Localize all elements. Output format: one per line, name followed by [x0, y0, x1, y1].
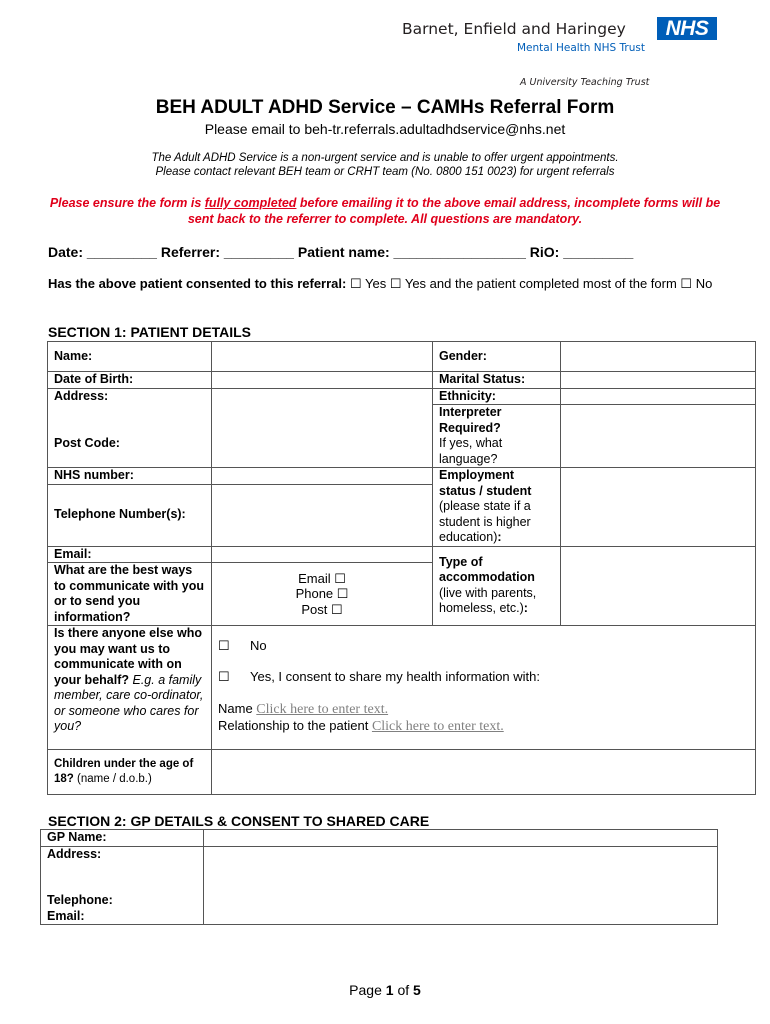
warning-emphasis: fully completed: [204, 196, 297, 210]
warning-post: before emailing it to the above email address, incomplete forms will be sent back to the referrer to complete. All questions are mandatory.: [187, 196, 721, 226]
nhs-number-label: NHS number:: [48, 468, 212, 485]
gp-name-label: GP Name:: [41, 830, 204, 847]
gp-address-label-text: Address:: [47, 846, 102, 861]
patient-details-table: [47, 341, 756, 795]
ethnicity-field[interactable]: [561, 388, 756, 405]
marital-field[interactable]: [561, 372, 756, 389]
employment-label: Employment status / student (please state if a student is higher education):: [433, 468, 561, 547]
interpreter-field[interactable]: [561, 405, 756, 468]
ethnicity-label: Ethnicity:: [433, 388, 561, 405]
consent-options[interactable]: ☐ Yes ☐ Yes and the patient completed most of the form ☐ No: [346, 276, 713, 291]
name-field[interactable]: [212, 342, 433, 372]
gender-field[interactable]: [561, 342, 756, 372]
gp-details-table: [40, 829, 718, 925]
page-number: 1: [385, 982, 394, 998]
employment-field[interactable]: [561, 468, 756, 547]
email-instruction: Please email to beh-tr.referrals.adultadhdservice@nhs.net: [204, 121, 566, 137]
behalf-yes-label: Yes, I consent to share my health information with:: [250, 669, 541, 684]
gp-address-field[interactable]: [204, 846, 718, 925]
gp-address-label: [41, 846, 204, 925]
intro-line-1: The Adult ADHD Service is a non-urgent service and is unable to offer urgent appointments.: [151, 152, 619, 164]
page-footer: [0, 982, 770, 998]
contact-name-label: Name: [218, 701, 257, 716]
address-field[interactable]: [212, 388, 433, 468]
date-referrer-line[interactable]: Date: _________ Referrer: _________ Patient name: _________________ RiO: _________: [48, 244, 634, 260]
page-total: 5: [413, 982, 421, 998]
behalf-label: Is there anyone else who you may want us to communicate with on your behalf? E.g. a family member, care co-ordinator, or someone who cares for you?: [48, 626, 212, 750]
communicate-label: What are the best ways to communicate with you or to send you information?: [48, 563, 212, 626]
name-label: Name:: [48, 342, 212, 372]
section-1-title: SECTION 1: PATIENT DETAILS: [48, 324, 252, 340]
dob-label: Date of Birth:: [48, 372, 212, 389]
communicate-options: [212, 563, 433, 626]
dob-field[interactable]: [212, 372, 433, 389]
trust-subtitle: Mental Health NHS Trust: [517, 42, 645, 54]
behalf-no-checkbox[interactable]: ☐: [218, 638, 230, 653]
children-label: Children under the age of 18? (name / d.o.b.): [48, 750, 212, 795]
teaching-trust-label: A University Teaching Trust: [520, 77, 650, 88]
telephone-label: Telephone Number(s):: [48, 484, 212, 546]
form-title: BEH ADULT ADHD Service – CAMHs Referral Form: [155, 97, 615, 118]
consent-question: [48, 276, 728, 292]
contact-name-input[interactable]: Click here to enter text.: [256, 702, 389, 717]
gp-telephone-label: Telephone:: [47, 893, 113, 907]
telephone-field[interactable]: [212, 484, 433, 546]
consent-question-label: Has the above patient consented to this referral:: [48, 276, 347, 291]
page-label: Page: [349, 982, 386, 998]
accommodation-field[interactable]: [561, 546, 756, 626]
intro-text: [0, 151, 770, 179]
behalf-yes-checkbox[interactable]: ☐: [218, 669, 230, 684]
address-label-text: Address:: [54, 388, 109, 403]
marital-label: Marital Status:: [433, 372, 561, 389]
relationship-label: Relationship to the patient: [218, 718, 372, 733]
warning-pre: Please ensure the form is: [49, 196, 205, 210]
behalf-no-label: No: [250, 638, 267, 653]
postcode-label: Post Code:: [54, 436, 120, 450]
comm-phone-checkbox[interactable]: Phone ☐: [295, 586, 349, 602]
nhs-logo: NHS: [657, 17, 717, 40]
address-label: [48, 388, 212, 468]
section-2-title: SECTION 2: GP DETAILS & CONSENT TO SHARED CARE: [48, 813, 430, 829]
trust-name: Barnet, Enfield and Haringey: [402, 20, 626, 38]
gp-email-label: Email:: [47, 908, 85, 923]
accommodation-label: Type of accommodation (live with parents, homeless, etc.):: [433, 546, 561, 626]
completion-warning: [40, 195, 730, 227]
behalf-options: [212, 626, 756, 750]
interpreter-label: Interpreter Required? If yes, what language?: [433, 405, 561, 468]
gender-label: Gender:: [433, 342, 561, 372]
comm-email-checkbox[interactable]: Email ☐: [298, 570, 346, 586]
children-field[interactable]: [212, 750, 756, 795]
intro-line-2: Please contact relevant BEH team or CRHT team (No. 0800 151 0023) for urgent referrals: [155, 166, 615, 178]
email-field[interactable]: [212, 546, 433, 563]
gp-name-field[interactable]: [204, 830, 718, 847]
email-label: Email:: [48, 546, 212, 563]
of-label: of: [393, 982, 414, 998]
relationship-input[interactable]: Click here to enter text.: [371, 719, 504, 734]
comm-post-checkbox[interactable]: Post ☐: [301, 601, 343, 617]
nhs-number-field[interactable]: [212, 468, 433, 485]
